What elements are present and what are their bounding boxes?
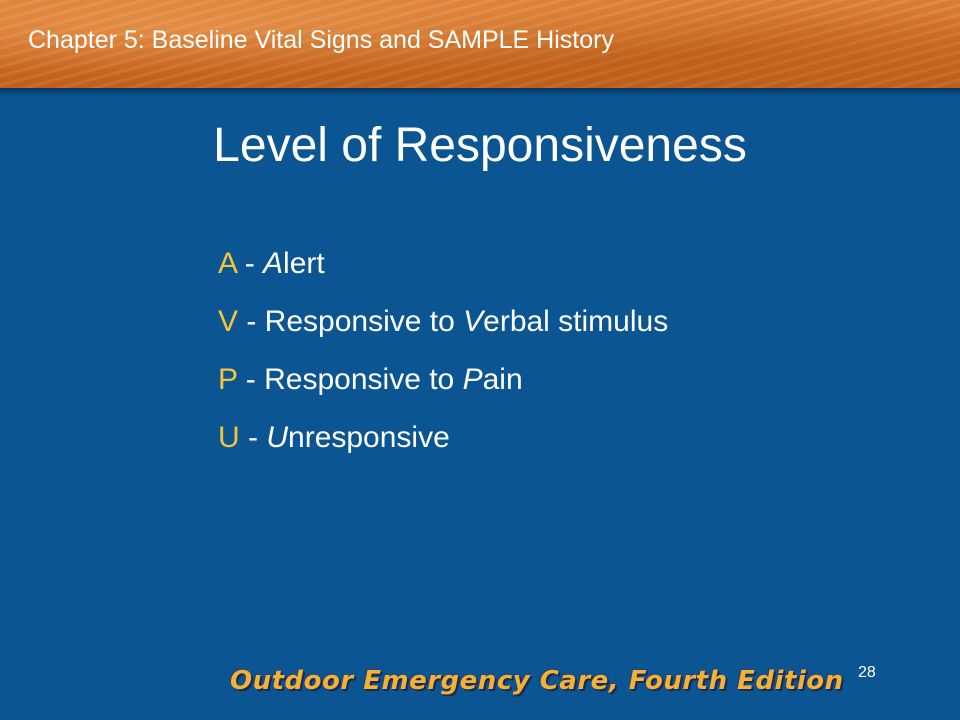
avpu-rest: nresponsive xyxy=(288,421,450,454)
avpu-rest: erbal stimulus xyxy=(483,305,669,338)
page-number: 28 xyxy=(858,664,876,681)
avpu-letter: U xyxy=(218,421,240,454)
avpu-item-pain xyxy=(218,358,668,416)
header-banner xyxy=(0,0,960,88)
avpu-emphasis: P xyxy=(462,363,483,396)
avpu-separator: - Responsive to xyxy=(237,363,463,396)
book-title-logo: Outdoor Emergency Care, Fourth Edition xyxy=(230,666,844,696)
avpu-rest: ain xyxy=(482,363,523,396)
avpu-item-verbal xyxy=(218,300,668,358)
avpu-emphasis: A xyxy=(263,247,284,280)
avpu-separator: - xyxy=(236,247,264,280)
avpu-item-unresponsive xyxy=(218,416,668,474)
chapter-title: Chapter 5: Baseline Vital Signs and SAMPLE History xyxy=(28,26,614,54)
avpu-letter: V xyxy=(218,305,239,338)
avpu-list xyxy=(218,242,668,474)
avpu-emphasis: V xyxy=(463,305,484,338)
avpu-emphasis: U xyxy=(266,421,289,454)
avpu-separator: - Responsive to xyxy=(238,305,464,338)
banner-shadow xyxy=(0,88,960,96)
avpu-separator: - xyxy=(239,421,267,454)
avpu-letter: A xyxy=(218,247,237,280)
avpu-rest: lert xyxy=(283,247,325,280)
avpu-letter: P xyxy=(218,363,238,396)
avpu-item-alert xyxy=(218,242,668,300)
slide-title: Level of Responsiveness xyxy=(213,119,747,172)
